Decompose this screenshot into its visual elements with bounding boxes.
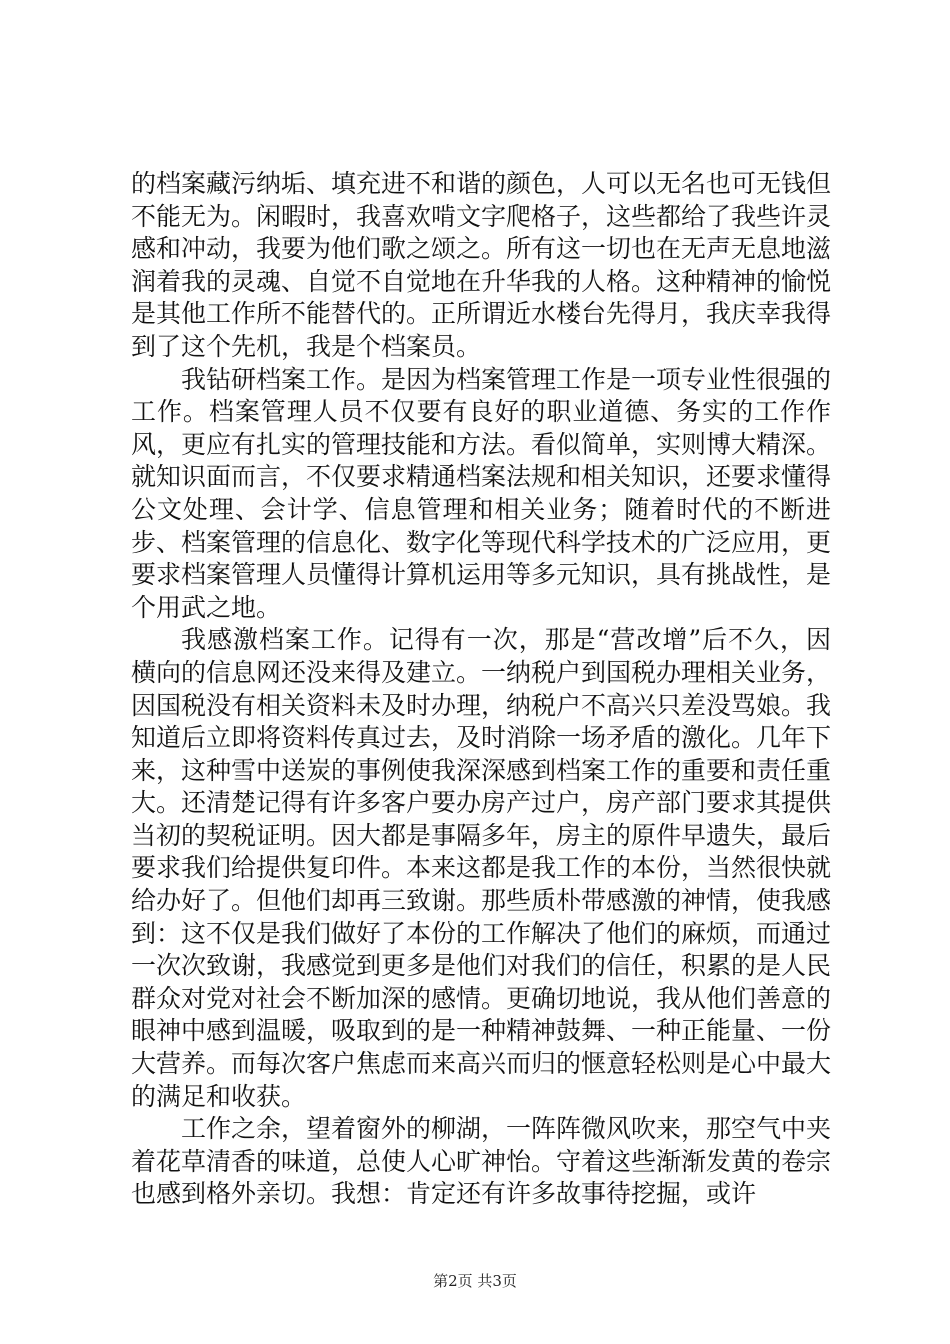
page-number-footer: 第2页 共3页 <box>433 1272 517 1290</box>
paragraph-2: 我钻研档案工作。是因为档案管理工作是一项专业性很强的工作。档案管理人员不仅要有良好的职业道德、务实的工作作风，更应有扎实的管理技能和方法。看似简单，实则博大精深。就知识面而言，不仅要求精通档案法规和相关知识，还要求懂得公文处理、会计学、信息管理和相关业务；随着时代的不断进步、档案管理的信息化、数字化等现代科学技术的广泛应用，更要求档案管理人员懂得计算机运用等多元知识，具有挑战性，是个用武之地。 <box>131 364 832 622</box>
paragraph-1: 的档案藏污纳垢、填充进不和谐的颜色，人可以无名也可无钱但不能无为。闲暇时，我喜欢啃文字爬格子，这些都给了我些许灵感和冲动，我要为他们歌之颂之。所有这一切也在无声无息地滋润着我的灵魂、自觉不自觉地在升华我的人格。这种精神的愉悦是其他工作所不能替代的。正所谓近水楼台先得月，我庆幸我得到了这个先机，我是个档案员。 <box>131 169 832 361</box>
body-text <box>131 168 831 1211</box>
paragraph-4: 工作之余，望着窗外的柳湖，一阵阵微风吹来，那空气中夹着花草清香的味道，总使人心旷神怡。守着这些渐渐发黄的卷宗也感到格外亲切。我想：肯定还有许多故事待挖掘，或许 <box>131 1114 832 1209</box>
paragraph-3: 我感激档案工作。记得有一次，那是“营改增”后不久，因横向的信息网还没来得及建立。一纳税户到国税办理相关业务，因国税没有相关资料未及时办理，纳税户不高兴只差没骂娘。我知道后立即将资料传真过去，及时消除一场矛盾的激化。几年下来，这种雪中送炭的事例使我深深感到档案工作的重要和责任重大。还清楚记得有许多客户要办房产过户，房产部门要求其提供当初的契税证明。因大都是事隔多年，房主的原件早遗失，最后要求我们给提供复印件。本来这都是我工作的本份，当然很快就给办好了。但他们却再三致谢。那些质朴带感激的神情，使我感到：这不仅是我们做好了本份的工作解决了他们的麻烦，而通过一次次致谢，我感觉到更多是他们对我们的信任，积累的是人民群众对党对社会不断加深的感情。更确切地说，我从他们善意的眼神中感到温暖，吸取到的是一种精神鼓舞、一种正能量、一份大营养。而每次客户焦虑而来高兴而归的惬意轻松则是心中最大的满足和收获。 <box>131 625 832 1111</box>
